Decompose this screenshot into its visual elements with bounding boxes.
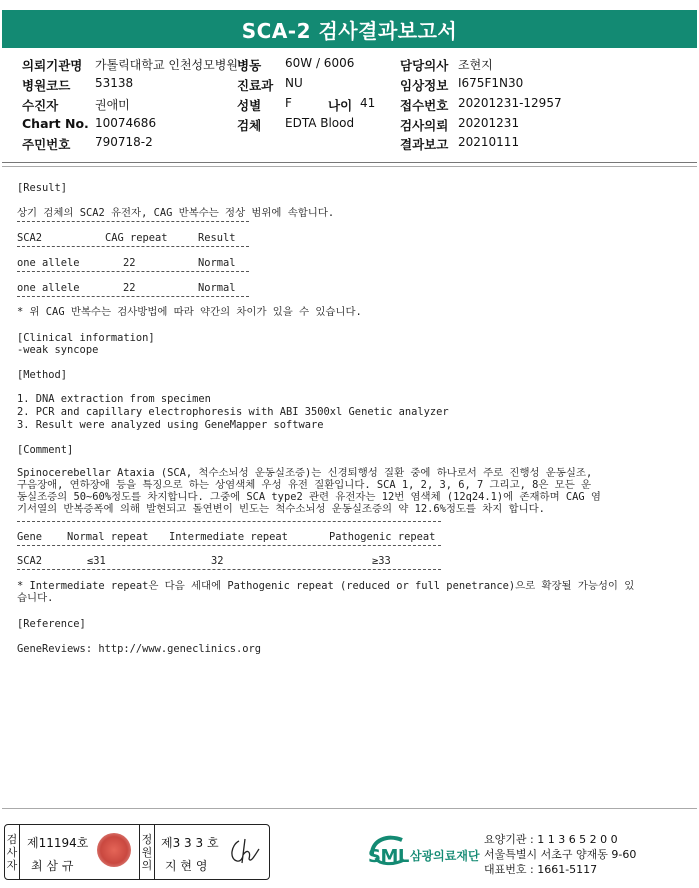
result-heading: [Result] [17, 182, 68, 194]
reference-link[interactable]: GeneReviews: http://www.geneclinics.org [17, 643, 261, 655]
value-ward: 60W / 6006 [285, 56, 355, 70]
examiner-license-no: 제11194호 [27, 836, 89, 850]
divider [17, 521, 441, 522]
value-institution: 가톨릭대학교 인천성모병원 [95, 58, 238, 72]
label-institution: 의뢰기관명 [22, 58, 83, 73]
footer [0, 820, 699, 888]
repeat-row-normal: ≤31 [87, 555, 106, 567]
divider [17, 296, 249, 297]
label-department: 진료과 [237, 78, 274, 93]
repeat-row-gene: SCA2 [17, 555, 43, 567]
label-resident-no: 주민번호 [22, 137, 71, 152]
label-sex: 성별 [237, 98, 262, 113]
label-hospital-code: 병원코드 [22, 78, 71, 93]
signature-box [4, 824, 270, 880]
examiner-label-char: 자 [6, 858, 18, 872]
label-request-date: 검사의뢰 [400, 118, 449, 133]
value-specimen: EDTA Blood [285, 116, 355, 130]
label-report-date: 결과보고 [400, 137, 449, 152]
repeat-table-header-intermediate: Intermediate repeat [169, 531, 288, 543]
method-heading: [Method] [17, 369, 68, 381]
result-row-1-result: Normal [198, 257, 236, 269]
header-info [0, 55, 699, 155]
address: 서울특별시 서초구 양재동 9-60 [484, 848, 637, 861]
report-title-bar [2, 10, 697, 48]
divider [17, 271, 249, 272]
report-title: SCA-2 검사결과보고서 [241, 18, 458, 43]
value-report-date: 20210111 [458, 135, 520, 149]
repeat-table-header-gene: Gene [17, 531, 43, 543]
examiner-name: 최 삼 규 [31, 859, 74, 873]
comment-line-1: Spinocerebellar Ataxia (SCA, 척수소뇌성 운동실조증)는 신경퇴행성 질환 중에 하나로서 주로 진행성 운동실조, [17, 467, 593, 479]
reviewer-signature-icon [225, 835, 263, 869]
value-physician: 조현지 [458, 58, 493, 72]
provider-code: 요양기관 : 1 1 3 6 5 2 0 0 [484, 833, 618, 846]
value-patient: 권애미 [95, 98, 130, 112]
label-chart-no: Chart No. [22, 116, 89, 131]
comment-line-3: 동실조증의 50~60%정도를 차지합니다. 그중에 SCA type2 관련 유전자는 12번 염색체 (12q24.1)에 존재하며 CAG 염 [17, 491, 601, 503]
reviewer-name: 지 현 영 [165, 859, 208, 873]
logo-text: SML [368, 846, 409, 867]
result-table-header-result: Result [198, 232, 236, 244]
method-item-2: 2. PCR and capillary electrophoresis with ABI 3500xl Genetic analyzer [17, 406, 449, 418]
label-receipt-no: 접수번호 [400, 98, 449, 113]
examiner-label [5, 825, 20, 879]
divider [17, 221, 249, 222]
comment-heading: [Comment] [17, 444, 74, 456]
result-note: * 위 CAG 반복수는 검사방법에 따라 약간의 차이가 있을 수 있습니다. [17, 306, 362, 318]
value-request-date: 20201231 [458, 116, 520, 130]
result-table-header-gene: SCA2 [17, 232, 43, 244]
repeat-note-line-2: 습니다. [17, 592, 54, 604]
comment-line-4: 기서열의 반복증폭에 의해 발현되고 돌연변이 빈도는 척수소뇌성 운동실조증의 약 12.6%정도를 차지 합니다. [17, 503, 545, 515]
header-divider-bottom [2, 166, 697, 167]
label-specimen: 검체 [237, 118, 262, 133]
divider [17, 246, 249, 247]
repeat-row-intermediate: 32 [211, 555, 224, 567]
reviewer-license-no: 제3 3 3 호 [161, 836, 219, 850]
reference-heading: [Reference] [17, 618, 86, 630]
reviewer-label-char: 의 [141, 858, 153, 872]
label-age: 나이 [328, 98, 353, 113]
value-chart-no: 10074686 [95, 116, 157, 130]
value-sex: F [285, 96, 292, 110]
method-item-1: 1. DNA extraction from specimen [17, 393, 211, 405]
examiner-label-char: 검 [6, 832, 18, 846]
divider [17, 545, 441, 546]
repeat-note-line-1: * Intermediate repeat은 다음 세대에 Pathogenic repeat (reduced or full penetrance)으로 확장될 가능성이 있 [17, 580, 635, 592]
examiner-seal-icon [97, 833, 131, 867]
repeat-row-pathogenic: ≥33 [372, 555, 391, 567]
comment-line-2: 구음장애, 연하장애 등을 특징으로 하는 상염색체 우성 유전 질환입니다. SCA 1, 2, 3, 6, 7 그리고, 8은 모든 운 [17, 479, 592, 491]
result-row-2-result: Normal [198, 282, 236, 294]
reviewer-label [139, 825, 155, 879]
phone-number: 대표번호 : 1661-5117 [484, 863, 598, 876]
sml-logo [366, 832, 480, 872]
value-resident-no: 790718-2 [95, 135, 153, 149]
clinical-text: -weak syncope [17, 344, 99, 356]
value-clinical-info: I675F1N30 [458, 76, 524, 90]
clinical-heading: [Clinical information] [17, 332, 155, 344]
label-patient: 수진자 [22, 98, 59, 113]
result-row-1-repeat: 22 [123, 257, 136, 269]
label-clinical-info: 임상정보 [400, 78, 449, 93]
label-physician: 담당의사 [400, 58, 449, 73]
header-divider-top [2, 162, 697, 163]
result-row-1-allele: one allele [17, 257, 80, 269]
value-receipt-no: 20201231-12957 [458, 96, 562, 110]
org-name: 삼광의료재단 [410, 849, 480, 863]
value-hospital-code: 53138 [95, 76, 134, 90]
result-table-header-repeat: CAG repeat [105, 232, 168, 244]
method-item-3: 3. Result were analyzed using GeneMapper software [17, 419, 324, 431]
repeat-table-header-pathogenic: Pathogenic repeat [329, 531, 436, 543]
reviewer-label-char: 원 [141, 845, 153, 859]
repeat-table-header-normal: Normal repeat [67, 531, 149, 543]
reviewer-label-char: 정 [141, 832, 153, 846]
result-statement: 상기 검체의 SCA2 유전자, CAG 반복수는 정상 범위에 속합니다. [17, 207, 335, 219]
value-age: 41 [360, 96, 376, 110]
label-ward: 병동 [237, 58, 262, 73]
result-row-2-allele: one allele [17, 282, 80, 294]
divider [17, 569, 441, 570]
footer-divider [2, 808, 697, 809]
examiner-label-char: 사 [6, 845, 18, 859]
value-department: NU [285, 76, 303, 90]
result-row-2-repeat: 22 [123, 282, 136, 294]
